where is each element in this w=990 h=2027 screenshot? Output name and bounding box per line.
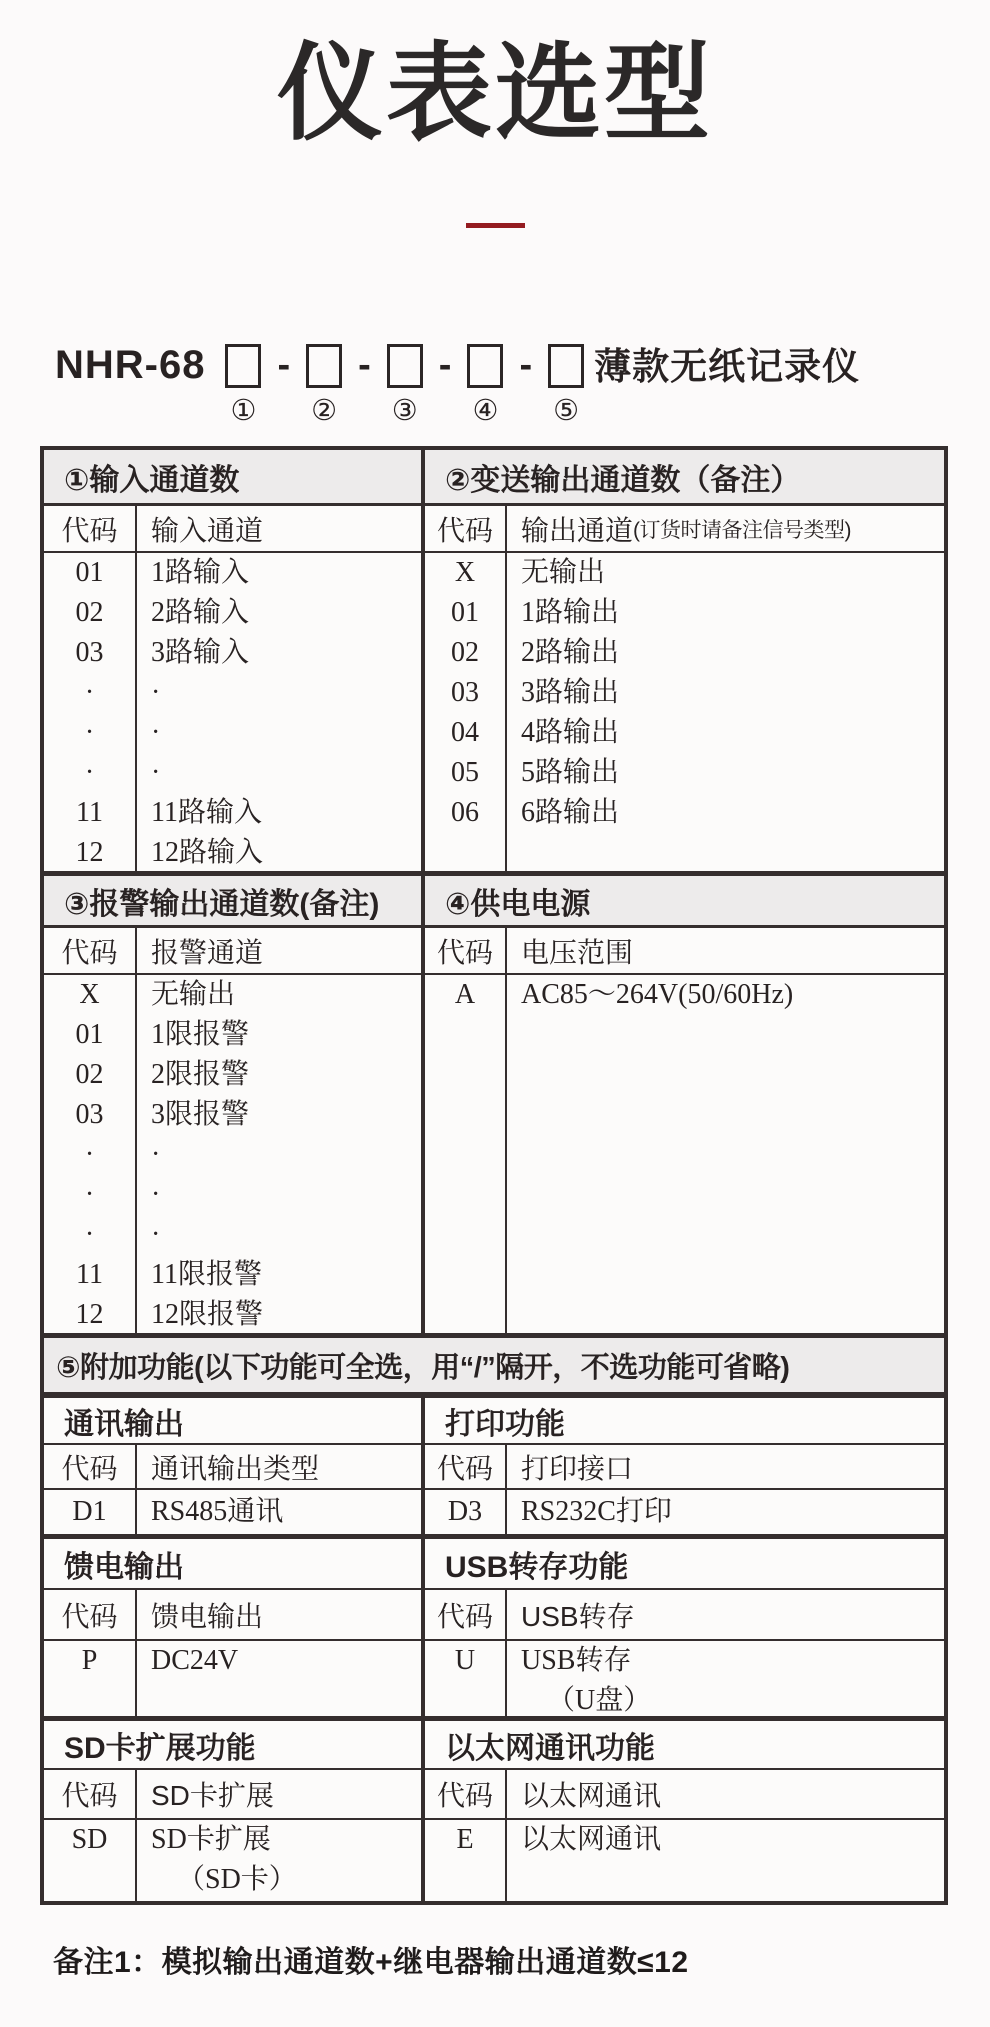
desc-cell: [507, 1820, 944, 1901]
code-value: 12: [75, 1299, 104, 1331]
desc-label-text: 电压范围: [521, 936, 634, 968]
desc-column-label: [137, 928, 425, 973]
code-cell: [44, 553, 137, 871]
feature3-right-header: 以太网通讯功能: [445, 1731, 655, 1765]
code-label-text: 代码: [436, 1600, 493, 1632]
model-slot-4: [467, 344, 503, 426]
code-value: 01: [75, 557, 104, 589]
code-cell: [44, 1641, 137, 1716]
feature1-header-row: [44, 1395, 944, 1445]
desc-value: USB转存: [521, 1645, 632, 1677]
feature3-left-header: SD卡扩展功能: [44, 1721, 425, 1768]
desc-value: DC24V: [151, 1645, 239, 1677]
ellipsis-dot: ·: [151, 1139, 161, 1171]
desc-value: 11路输入: [151, 797, 262, 829]
desc-column-label: [137, 1445, 425, 1488]
feature3-body-row: [44, 1820, 944, 1901]
code-value: 01: [75, 1019, 104, 1051]
desc-column-label: [507, 928, 944, 973]
code-value: 02: [75, 1059, 104, 1091]
code-column-label: [44, 506, 137, 551]
code-value: X: [79, 979, 100, 1011]
ellipsis-dot: ·: [151, 717, 161, 749]
section2-left-header: ③报警输出通道数(备注): [44, 876, 425, 925]
ellipsis-dot: ·: [151, 757, 161, 789]
code-column-label: [44, 1590, 137, 1639]
code-cell: [425, 1820, 507, 1901]
desc-cell: [507, 553, 944, 871]
feature2-left-header: 馈电输出: [44, 1539, 425, 1588]
model-dash: -: [358, 344, 371, 387]
desc-column-label: [507, 506, 944, 551]
desc-label-note: (订货时请备注信号类型): [633, 518, 852, 542]
feature2-right-header: USB转存功能: [445, 1550, 629, 1584]
code-value: 12: [75, 837, 104, 869]
desc-cell: [507, 1641, 944, 1716]
model-box-5: [548, 344, 584, 388]
code-value: D1: [72, 1496, 107, 1528]
code-value: X: [454, 557, 476, 589]
code-value: 11: [76, 797, 103, 829]
feature3-header-row: [44, 1718, 944, 1770]
desc-label-text: 输入通道: [151, 514, 264, 546]
section1-left-header: ①输入通道数: [44, 450, 425, 503]
code-cell: [425, 1641, 507, 1716]
desc-value: 3限报警: [151, 1099, 250, 1131]
code-value: 02: [75, 597, 104, 629]
model-box-4: [467, 344, 503, 388]
section1-header-row: [44, 450, 944, 506]
code-cell: [44, 1820, 137, 1901]
code-value: 11: [76, 1259, 103, 1291]
desc-cell: [137, 553, 425, 871]
desc-value-line2: （SD卡）: [177, 1864, 297, 1896]
desc-cell: [137, 1820, 425, 1901]
code-cell: [425, 975, 507, 1333]
desc-value-line2: （U盘）: [547, 1685, 652, 1717]
code-label-text: 代码: [61, 1600, 118, 1632]
code-column-label: [425, 1590, 507, 1639]
selection-table: [40, 446, 948, 1905]
desc-value: 5路输出: [521, 757, 620, 789]
footnote: 备注1：模拟输出通道数+继电器输出通道数≤12: [53, 1946, 689, 1980]
desc-cell: [507, 1490, 944, 1534]
desc-column-label: [507, 1770, 944, 1818]
page-title: 仪表选型: [277, 35, 713, 153]
desc-value: RS485通讯: [151, 1496, 284, 1528]
code-label-text: 代码: [61, 936, 118, 968]
section2-subheader-row: [44, 928, 944, 975]
desc-label-text: 报警通道: [151, 936, 264, 968]
feature3-subheader-row: [44, 1770, 944, 1820]
code-value: 03: [75, 637, 104, 669]
model-dash: -: [438, 344, 452, 387]
feature1-body-row: [44, 1490, 944, 1536]
desc-value: 以太网通讯: [521, 1824, 662, 1856]
ellipsis-dot: ·: [84, 677, 95, 709]
section2-body-row: [44, 975, 944, 1335]
code-value: SD: [71, 1824, 108, 1856]
desc-value: 2路输出: [521, 637, 620, 669]
code-value: U: [454, 1645, 476, 1677]
code-value: P: [81, 1645, 98, 1677]
desc-column-label: [137, 1590, 425, 1639]
model-slot-1: [225, 344, 261, 426]
code-label-text: 代码: [61, 1452, 118, 1484]
desc-column-label: [137, 1770, 425, 1818]
model-dash: -: [519, 344, 533, 387]
desc-value: 1路输入: [151, 557, 250, 589]
code-label-text: 代码: [436, 514, 493, 546]
desc-value: 1路输出: [521, 597, 620, 629]
model-position-1: ①: [230, 395, 257, 428]
desc-value: 12限报警: [151, 1299, 264, 1331]
section1-body-row: [44, 553, 944, 873]
desc-value: 2路输入: [151, 597, 250, 629]
desc-column-label: [137, 506, 425, 551]
desc-cell: [507, 975, 944, 1333]
code-column-label: [44, 1770, 137, 1818]
ellipsis-dot: ·: [151, 677, 161, 709]
feature1-left-header: 通讯输出: [44, 1398, 425, 1443]
model-suffix: 薄款无纸记录仪: [594, 346, 861, 388]
model-prefix: NHR-68: [55, 343, 206, 388]
ellipsis-dot: ·: [151, 1179, 161, 1211]
ellipsis-dot: ·: [151, 1219, 161, 1251]
code-column-label: [425, 1770, 507, 1818]
desc-column-label: [507, 1590, 944, 1639]
ellipsis-dot: ·: [84, 1179, 95, 1211]
desc-value: 4路输出: [521, 717, 620, 749]
desc-value: 2限报警: [151, 1059, 250, 1091]
feature2-body-row: [44, 1641, 944, 1718]
desc-label-text: 输出通道: [521, 514, 634, 546]
ellipsis-dot: ·: [84, 1139, 95, 1171]
desc-value: RS232C打印: [521, 1496, 672, 1528]
code-value: 02: [451, 637, 479, 669]
code-cell: [44, 1490, 137, 1534]
code-value: 04: [451, 717, 479, 749]
desc-label-text: 打印接口: [521, 1452, 634, 1484]
code-value: A: [454, 979, 476, 1011]
code-column-label: [425, 506, 507, 551]
code-label-text: 代码: [61, 1780, 118, 1812]
ellipsis-dot: ·: [84, 717, 95, 749]
feature2-subheader-row: [44, 1590, 944, 1641]
model-position-4: ④: [472, 395, 499, 428]
feature1-right-header: 打印功能: [445, 1407, 565, 1441]
code-value: 01: [451, 597, 479, 629]
desc-value: 12路输入: [151, 837, 264, 869]
code-column-label: [425, 1445, 507, 1488]
model-slot-2: [306, 344, 342, 426]
desc-column-label: [507, 1445, 944, 1488]
model-code-line: [55, 344, 990, 426]
model-slot-3: [387, 344, 423, 426]
desc-value: 无输出: [151, 979, 236, 1011]
code-column-label: [44, 928, 137, 973]
code-cell: [425, 553, 507, 871]
code-cell: [425, 1490, 507, 1534]
desc-label-text: 以太网通讯: [521, 1780, 662, 1812]
code-column-label: [425, 928, 507, 973]
model-box-2: [306, 344, 342, 388]
ellipsis-dot: ·: [84, 757, 95, 789]
code-value: 06: [451, 797, 479, 829]
code-value: 03: [451, 677, 479, 709]
section1-right-header: ②变送输出通道数（备注）: [445, 463, 801, 497]
code-value: 03: [75, 1099, 104, 1131]
code-value: E: [456, 1824, 474, 1856]
desc-value: 6路输出: [521, 797, 620, 829]
model-box-1: [225, 344, 261, 388]
model-position-3: ③: [391, 395, 418, 428]
section1-subheader-row: [44, 506, 944, 553]
model-dash: -: [277, 344, 291, 387]
section2-right-header: ④供电电源: [445, 887, 591, 921]
desc-cell: [137, 975, 425, 1333]
accent-divider: [466, 223, 525, 228]
desc-value: 11限报警: [151, 1259, 262, 1291]
feature1-subheader-row: [44, 1445, 944, 1490]
desc-value: AC85～264V(50/60Hz): [521, 979, 794, 1011]
desc-value: 3路输入: [151, 637, 250, 669]
model-position-5: ⑤: [553, 395, 580, 428]
feature2-header-row: [44, 1536, 944, 1590]
desc-cell: [137, 1490, 425, 1534]
code-cell: [44, 975, 137, 1333]
code-label-text: 代码: [436, 936, 493, 968]
desc-label-text: USB转存: [521, 1600, 635, 1632]
code-column-label: [44, 1445, 137, 1488]
ellipsis-dot: ·: [84, 1219, 95, 1251]
desc-value: 无输出: [521, 557, 606, 589]
code-label-text: 代码: [61, 514, 118, 546]
code-label-text: 代码: [436, 1452, 493, 1484]
desc-value: SD卡扩展: [151, 1824, 271, 1856]
section2-header-row: [44, 873, 944, 928]
section5-header-row: [44, 1335, 944, 1395]
desc-value: 3路输出: [521, 677, 620, 709]
model-slot-5: [548, 344, 584, 426]
section5-header: ⑤附加功能(以下功能可全选，用“/”隔开，不选功能可省略): [56, 1351, 790, 1384]
model-position-2: ②: [311, 395, 338, 428]
model-box-3: [387, 344, 423, 388]
desc-label-text: 馈电输出: [151, 1600, 264, 1632]
code-label-text: 代码: [436, 1780, 493, 1812]
code-value: 05: [451, 757, 479, 789]
desc-value: 1限报警: [151, 1019, 250, 1051]
desc-cell: [137, 1641, 425, 1716]
desc-label-text: SD卡扩展: [151, 1780, 274, 1812]
desc-label-text: 通讯输出类型: [151, 1452, 320, 1484]
code-value: D3: [447, 1496, 483, 1528]
